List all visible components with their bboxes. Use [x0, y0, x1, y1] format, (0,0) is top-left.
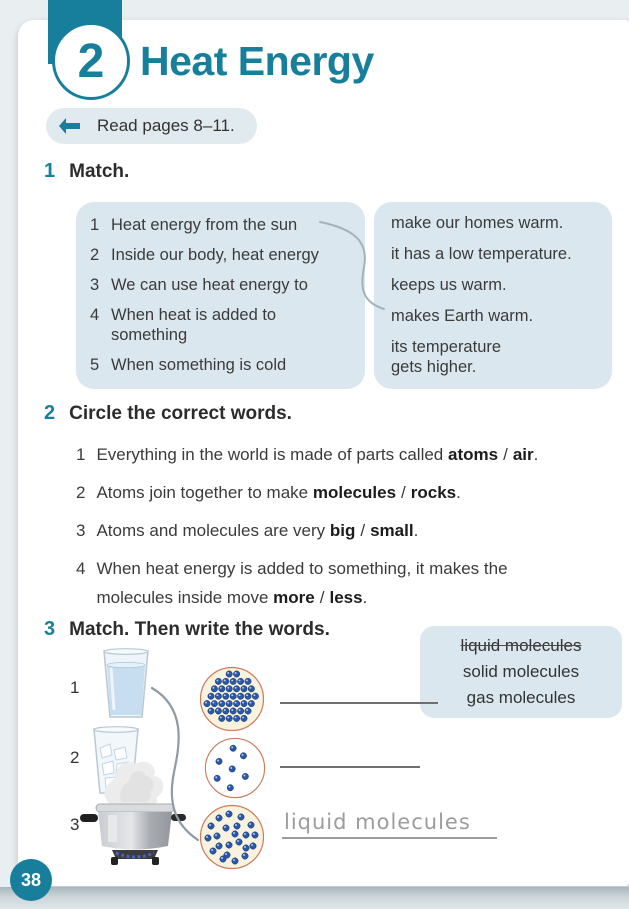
- word-box-option[interactable]: solid molecules: [462, 662, 580, 681]
- word-box-option[interactable]: liquid molecules: [460, 636, 582, 655]
- circle-words-item: 2 Atoms join together to make molecules / rocks.: [76, 483, 461, 502]
- exercise3-header: [44, 618, 330, 641]
- word-box: [420, 626, 622, 718]
- exercise2-number: 2: [44, 402, 56, 424]
- word-option[interactable]: molecules: [312, 483, 397, 502]
- match-right-item[interactable]: its temperature gets higher.: [391, 338, 502, 376]
- match-right-item[interactable]: makes Earth warm.: [391, 307, 534, 325]
- read-pages-pill: [46, 108, 257, 144]
- unit-number-badge: [52, 22, 130, 100]
- match-right-item[interactable]: it has a low temperature.: [391, 245, 572, 263]
- exercise1-header: [44, 160, 129, 183]
- match-left-item[interactable]: 4 When heat is added to something: [90, 306, 277, 344]
- word-option[interactable]: atoms: [448, 445, 499, 464]
- left-arrow-icon: [56, 117, 82, 135]
- word-box-option[interactable]: gas molecules: [466, 688, 576, 707]
- match-right-item[interactable]: make our homes warm.: [391, 214, 564, 232]
- page-bottom-edge: [0, 887, 629, 909]
- answer-blank-row-2[interactable]: [280, 748, 420, 768]
- word-option[interactable]: air: [512, 445, 534, 464]
- circle-words-item: 3 Atoms and molecules are very big / small.: [76, 521, 419, 540]
- exercise3-number: 3: [44, 618, 56, 640]
- match-right-item[interactable]: keeps us warm.: [391, 276, 507, 294]
- page-title: Heat Energy: [140, 38, 374, 84]
- word-option[interactable]: rocks: [410, 483, 457, 502]
- page-number-badge: [10, 859, 52, 901]
- example-match-line-ex3: [142, 680, 204, 846]
- word-option[interactable]: more: [273, 588, 315, 607]
- circle-words-item: 4 When heat energy is added to something, it makes the molecules inside move more / less.: [76, 559, 508, 607]
- row-1-number: 1: [70, 678, 80, 697]
- gas-molecules-diagram[interactable]: [204, 737, 266, 799]
- read-pages-label: Read pages 8–11.: [97, 116, 235, 135]
- handwritten-answer-row-3[interactable]: liquid molecules: [282, 810, 497, 839]
- exercise1-number: 1: [44, 160, 56, 182]
- match-left-item[interactable]: 3 We can use heat energy to: [90, 276, 308, 294]
- exercise1-instruction: Match.: [69, 161, 130, 182]
- match-left-item[interactable]: 5 When something is cold: [90, 356, 287, 374]
- row-2-number: 2: [70, 748, 80, 767]
- row-3-number: 3: [70, 815, 80, 834]
- exercise2-items: [76, 440, 621, 621]
- unit-number: 2: [77, 34, 105, 88]
- exercise3-instruction: Match. Then write the words.: [69, 619, 330, 640]
- page-number: 38: [20, 869, 42, 890]
- match-left-item[interactable]: 1 Heat energy from the sun: [90, 216, 298, 234]
- exercise2-instruction: Circle the correct words.: [69, 403, 292, 424]
- liquid-molecules-diagram[interactable]: [199, 804, 265, 870]
- match-right-box: [374, 202, 612, 389]
- word-option[interactable]: less: [329, 588, 363, 607]
- circle-words-item: 1 Everything in the world is made of parts called atoms / air.: [76, 445, 539, 464]
- example-match-line: [298, 212, 390, 316]
- exercise2-header: [44, 402, 292, 425]
- word-option[interactable]: big: [329, 521, 356, 540]
- match-left-item[interactable]: 2 Inside our body, heat energy: [90, 246, 319, 264]
- solid-molecules-diagram[interactable]: [199, 666, 265, 732]
- word-option[interactable]: small: [370, 521, 414, 540]
- answer-blank-row-1[interactable]: [280, 684, 438, 704]
